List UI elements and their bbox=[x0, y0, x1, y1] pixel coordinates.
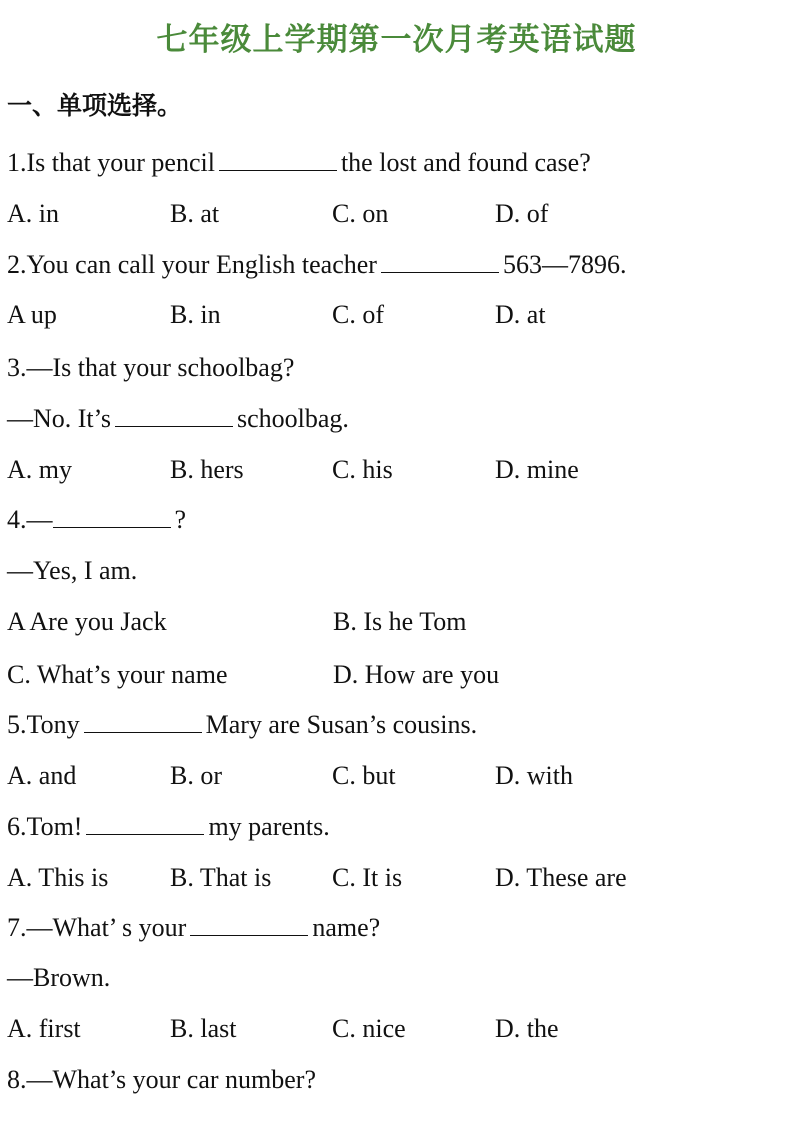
question-7-stem bbox=[7, 911, 380, 945]
question-text: ? bbox=[174, 505, 187, 534]
option-a: A Are you Jack bbox=[7, 607, 167, 636]
answer-blank bbox=[84, 710, 202, 733]
option-b: B. That is bbox=[170, 863, 272, 892]
question-1-stem bbox=[7, 146, 591, 180]
question-3-stem-line-2 bbox=[7, 402, 349, 436]
option-c: C. of bbox=[332, 300, 384, 329]
exam-title: 七年级上学期第一次月考英语试题 bbox=[156, 22, 637, 58]
question-text: name? bbox=[312, 913, 381, 942]
question-5-stem bbox=[7, 708, 477, 742]
option-c: C. What’s your name bbox=[7, 660, 228, 689]
option-b: B. Is he Tom bbox=[333, 607, 467, 636]
answer-blank bbox=[115, 404, 233, 427]
question-text: 6.Tom! bbox=[7, 812, 83, 841]
option-d: D. These are bbox=[495, 863, 627, 892]
answer-blank bbox=[190, 913, 308, 936]
option-a: A. This is bbox=[7, 863, 109, 892]
option-d: D. at bbox=[495, 300, 546, 329]
option-b: B. hers bbox=[170, 455, 244, 484]
option-b: B. in bbox=[170, 300, 221, 329]
question-text: my parents. bbox=[208, 812, 330, 841]
option-a: A. and bbox=[7, 761, 77, 790]
question-3-stem-line-1: 3.—Is that your schoolbag? bbox=[7, 353, 295, 382]
option-b: B. at bbox=[170, 199, 220, 228]
option-a: A. first bbox=[7, 1014, 81, 1043]
option-b: B. or bbox=[170, 761, 222, 790]
answer-blank bbox=[53, 505, 171, 528]
question-text: 1.Is that your pencil bbox=[7, 148, 215, 177]
option-c: C. his bbox=[332, 455, 393, 484]
option-b: B. last bbox=[170, 1014, 237, 1043]
option-d: D. the bbox=[495, 1014, 559, 1043]
question-text: the lost and found case? bbox=[340, 148, 591, 177]
answer-blank bbox=[219, 148, 337, 171]
option-d: D. mine bbox=[495, 455, 579, 484]
question-text: —No. It’s bbox=[7, 404, 111, 433]
answer-blank bbox=[381, 250, 499, 273]
option-d: D. How are you bbox=[333, 660, 500, 689]
option-a: A. my bbox=[7, 455, 72, 484]
option-a: A. in bbox=[7, 199, 59, 228]
question-2-stem bbox=[7, 248, 626, 282]
option-d: D. of bbox=[495, 199, 549, 228]
option-c: C. nice bbox=[332, 1014, 406, 1043]
question-text: 7.—What’ s your bbox=[7, 913, 187, 942]
option-c: C. but bbox=[332, 761, 396, 790]
option-c: C. It is bbox=[332, 863, 403, 892]
question-8-stem: 8.—What’s your car number? bbox=[7, 1065, 317, 1094]
section-heading: 一、单项选择。 bbox=[7, 91, 183, 120]
question-text: schoolbag. bbox=[237, 404, 349, 433]
option-d: D. with bbox=[495, 761, 573, 790]
question-4-stem bbox=[7, 503, 186, 537]
question-text: 4.— bbox=[7, 505, 53, 534]
question-text: 563—7896. bbox=[502, 250, 627, 279]
answer-blank bbox=[86, 812, 204, 835]
question-6-stem bbox=[7, 810, 330, 844]
option-a: A up bbox=[7, 300, 57, 329]
question-text: 2.You can call your English teacher bbox=[7, 250, 377, 279]
option-c: C. on bbox=[332, 199, 389, 228]
question-7-response: —Brown. bbox=[7, 963, 111, 992]
question-text: 5.Tony bbox=[7, 710, 80, 739]
question-text: Mary are Susan’s cousins. bbox=[205, 710, 478, 739]
question-4-response: —Yes, I am. bbox=[7, 556, 138, 585]
